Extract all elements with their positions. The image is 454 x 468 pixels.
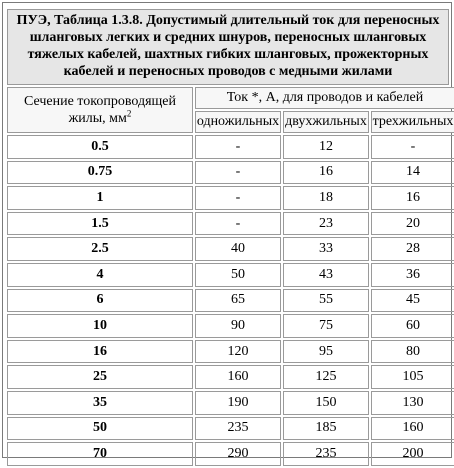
cell-section: 16	[7, 340, 193, 364]
cell-single-core: 235	[195, 417, 281, 441]
cell-three-core: 45	[371, 289, 454, 313]
cell-two-core: 43	[283, 263, 369, 287]
cell-section: 1.5	[7, 212, 193, 236]
cell-three-core: 14	[371, 161, 454, 185]
header-section-unit-power: 2	[126, 108, 132, 119]
cell-two-core: 23	[283, 212, 369, 236]
cell-section: 10	[7, 314, 193, 338]
cell-section: 35	[7, 391, 193, 415]
cell-single-core: -	[195, 186, 281, 210]
table-row	[7, 391, 454, 415]
cell-three-core: -	[371, 135, 454, 159]
cell-single-core: -	[195, 161, 281, 185]
cell-three-core: 20	[371, 212, 454, 236]
cell-three-core: 80	[371, 340, 454, 364]
cell-single-core: 160	[195, 365, 281, 389]
cell-two-core: 12	[283, 135, 369, 159]
table-row	[7, 237, 454, 261]
cell-two-core: 16	[283, 161, 369, 185]
cell-three-core: 16	[371, 186, 454, 210]
header-section-label: Сечение токопроводящей жилы, мм	[23, 94, 176, 126]
cell-three-core: 28	[371, 237, 454, 261]
cell-two-core: 95	[283, 340, 369, 364]
cell-section: 70	[7, 442, 193, 466]
table-row	[7, 289, 454, 313]
table-row	[7, 340, 454, 364]
table-row	[7, 186, 454, 210]
table-row	[7, 442, 454, 466]
cell-single-core: 90	[195, 314, 281, 338]
cell-two-core: 150	[283, 391, 369, 415]
cell-single-core: 50	[195, 263, 281, 287]
table-row	[7, 365, 454, 389]
cell-single-core: 290	[195, 442, 281, 466]
header-section	[7, 87, 193, 133]
cell-two-core: 235	[283, 442, 369, 466]
cell-single-core: 65	[195, 289, 281, 313]
cell-section: 4	[7, 263, 193, 287]
cell-two-core: 18	[283, 186, 369, 210]
current-table	[5, 85, 454, 468]
cell-section: 25	[7, 365, 193, 389]
cell-single-core: -	[195, 135, 281, 159]
table-row	[7, 314, 454, 338]
cell-single-core: 190	[195, 391, 281, 415]
cell-two-core: 55	[283, 289, 369, 313]
cell-two-core: 75	[283, 314, 369, 338]
cell-section: 0.75	[7, 161, 193, 185]
header-three-core: трехжильных	[371, 111, 454, 133]
cell-three-core: 160	[371, 417, 454, 441]
cell-section: 2.5	[7, 237, 193, 261]
cell-section: 1	[7, 186, 193, 210]
table-row	[7, 212, 454, 236]
cell-three-core: 60	[371, 314, 454, 338]
cell-two-core: 125	[283, 365, 369, 389]
cell-three-core: 130	[371, 391, 454, 415]
table-frame	[2, 2, 454, 461]
cell-single-core: 120	[195, 340, 281, 364]
cell-three-core: 200	[371, 442, 454, 466]
cell-section: 6	[7, 289, 193, 313]
cell-single-core: 40	[195, 237, 281, 261]
cell-two-core: 185	[283, 417, 369, 441]
table-title: ПУЭ, Таблица 1.3.8. Допустимый длительный ток для переносных шланговых легких и средних шнуров, переносных шланговых тяжелых кабелей, шахтных гибких шланговых, прожекторных кабелей и переносных проводов с медными жилами	[7, 9, 449, 85]
header-two-core: двухжильных	[283, 111, 369, 133]
header-row	[7, 87, 454, 109]
cell-section: 0.5	[7, 135, 193, 159]
table-row	[7, 417, 454, 441]
cell-section: 50	[7, 417, 193, 441]
table-row	[7, 263, 454, 287]
table-row	[7, 135, 454, 159]
cell-three-core: 105	[371, 365, 454, 389]
header-single-core: одножильных	[195, 111, 281, 133]
cell-two-core: 33	[283, 237, 369, 261]
table-row	[7, 161, 454, 185]
header-current-group: Ток *, А, для проводов и кабелей	[195, 87, 454, 109]
cell-single-core: -	[195, 212, 281, 236]
cell-three-core: 36	[371, 263, 454, 287]
